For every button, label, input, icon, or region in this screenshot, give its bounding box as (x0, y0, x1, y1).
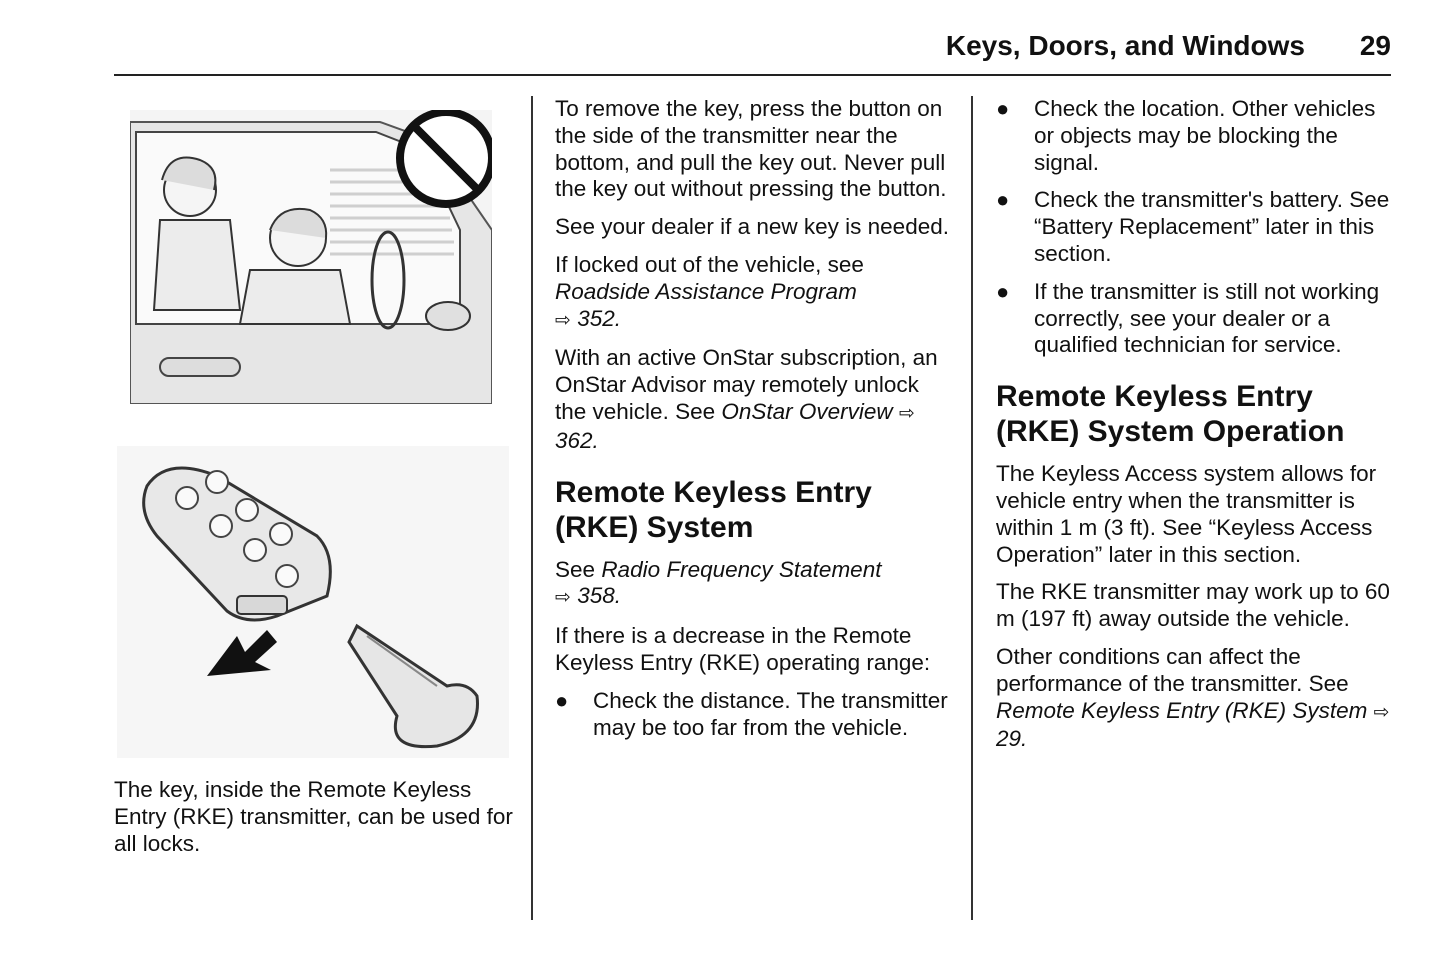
column-divider (971, 96, 973, 920)
cross-reference-link[interactable]: OnStar Overview (721, 398, 893, 424)
bullet-icon: ● (996, 187, 1010, 213)
page-reference[interactable]: 352 (577, 305, 615, 331)
paragraph: The RKE transmitter may work up to 60 m (197 ft) away outside the vehicle. (996, 579, 1390, 632)
page-reference[interactable]: 29 (996, 726, 1022, 752)
children-in-car-illustration (130, 110, 492, 404)
cross-reference-link[interactable]: Remote Keyless Entry (RKE) System (996, 697, 1368, 723)
cross-reference-link[interactable]: Roadside Assistance Program (555, 278, 857, 304)
page-number: 29 (1359, 30, 1391, 61)
paragraph-text: If locked out of the vehicle, see (555, 251, 864, 277)
bullet-list (555, 688, 950, 742)
page-header (114, 28, 1391, 76)
list-item-text: Check the transmitter's battery. See “Battery Replacement” later in this section. (1034, 187, 1390, 266)
list-item (996, 279, 1391, 359)
bullet-icon: ● (555, 687, 569, 713)
paragraph: See your dealer if a new key is needed. (555, 214, 949, 240)
key-fob-illustration (117, 446, 509, 758)
list-item-text: Check the distance. The transmitter may be too far from the vehicle. (593, 687, 948, 740)
page-reference[interactable]: 362 (555, 427, 593, 453)
page-ref-arrow-icon: ⇨ (555, 587, 571, 609)
section-title: Keys, Doors, and Windows (945, 30, 1305, 61)
middle-column (555, 96, 950, 752)
page-ref-arrow-icon: ⇨ (555, 309, 571, 331)
paragraph: To remove the key, press the button on the side of the transmitter near the bottom, and pull the key out. Never pull the key out without pressing the button. (555, 96, 947, 202)
list-item (996, 187, 1391, 267)
figure-caption: The key, inside the Remote Keyless Entry (RKE) transmitter, can be used for all locks. (114, 777, 513, 856)
paragraph: The Keyless Access system allows for vehicle entry when the transmitter is within 1 m (3 ft). See “Keyless Access Operation” later in this section. (996, 461, 1377, 567)
section-heading: Remote Keyless Entry (RKE) System (555, 475, 872, 544)
paragraph: Other conditions can affect the performance of the transmitter. See Remote Keyless Entry (RKE) System ⇨ 29. (996, 643, 1390, 752)
list-item (555, 688, 950, 742)
paragraph: If there is a decrease in the Remote Keyless Entry (RKE) operating range: (555, 623, 931, 675)
paragraph: See Radio Frequency Statement ⇨ 358. (555, 556, 882, 609)
list-item-text: If the transmitter is still not working correctly, see your dealer or a qualified technician for service. (1034, 278, 1380, 358)
right-column (996, 96, 1391, 764)
list-item-text: Check the location. Other vehicles or objects may be blocking the signal. (1034, 96, 1376, 175)
paragraph-text: See (555, 556, 596, 582)
section-heading: Remote Keyless Entry (RKE) System Operation (996, 380, 1345, 449)
bullet-icon: ● (996, 96, 1010, 121)
page-ref-arrow-icon: ⇨ (898, 402, 915, 424)
page-reference[interactable]: 358 (577, 583, 615, 609)
bullet-list (996, 96, 1391, 359)
bullet-icon: ● (996, 278, 1010, 304)
paragraph-text: Other conditions can affect the performance of the transmitter. See (996, 643, 1349, 696)
paragraph: If locked out of the vehicle, see Roadside Assistance Program ⇨ 352. (555, 251, 864, 331)
page-ref-arrow-icon: ⇨ (1373, 701, 1390, 723)
paragraph-text: With an active OnStar subscription, an OnStar Advisor may remotely unlock the vehicle. See (555, 345, 938, 424)
paragraph: With an active OnStar subscription, an OnStar Advisor may remotely unlock the vehicle. See OnStar Overview ⇨ 362. (555, 345, 938, 453)
cross-reference-link[interactable]: Radio Frequency Statement (601, 556, 882, 582)
list-item (996, 96, 1391, 176)
column-divider (531, 96, 533, 920)
